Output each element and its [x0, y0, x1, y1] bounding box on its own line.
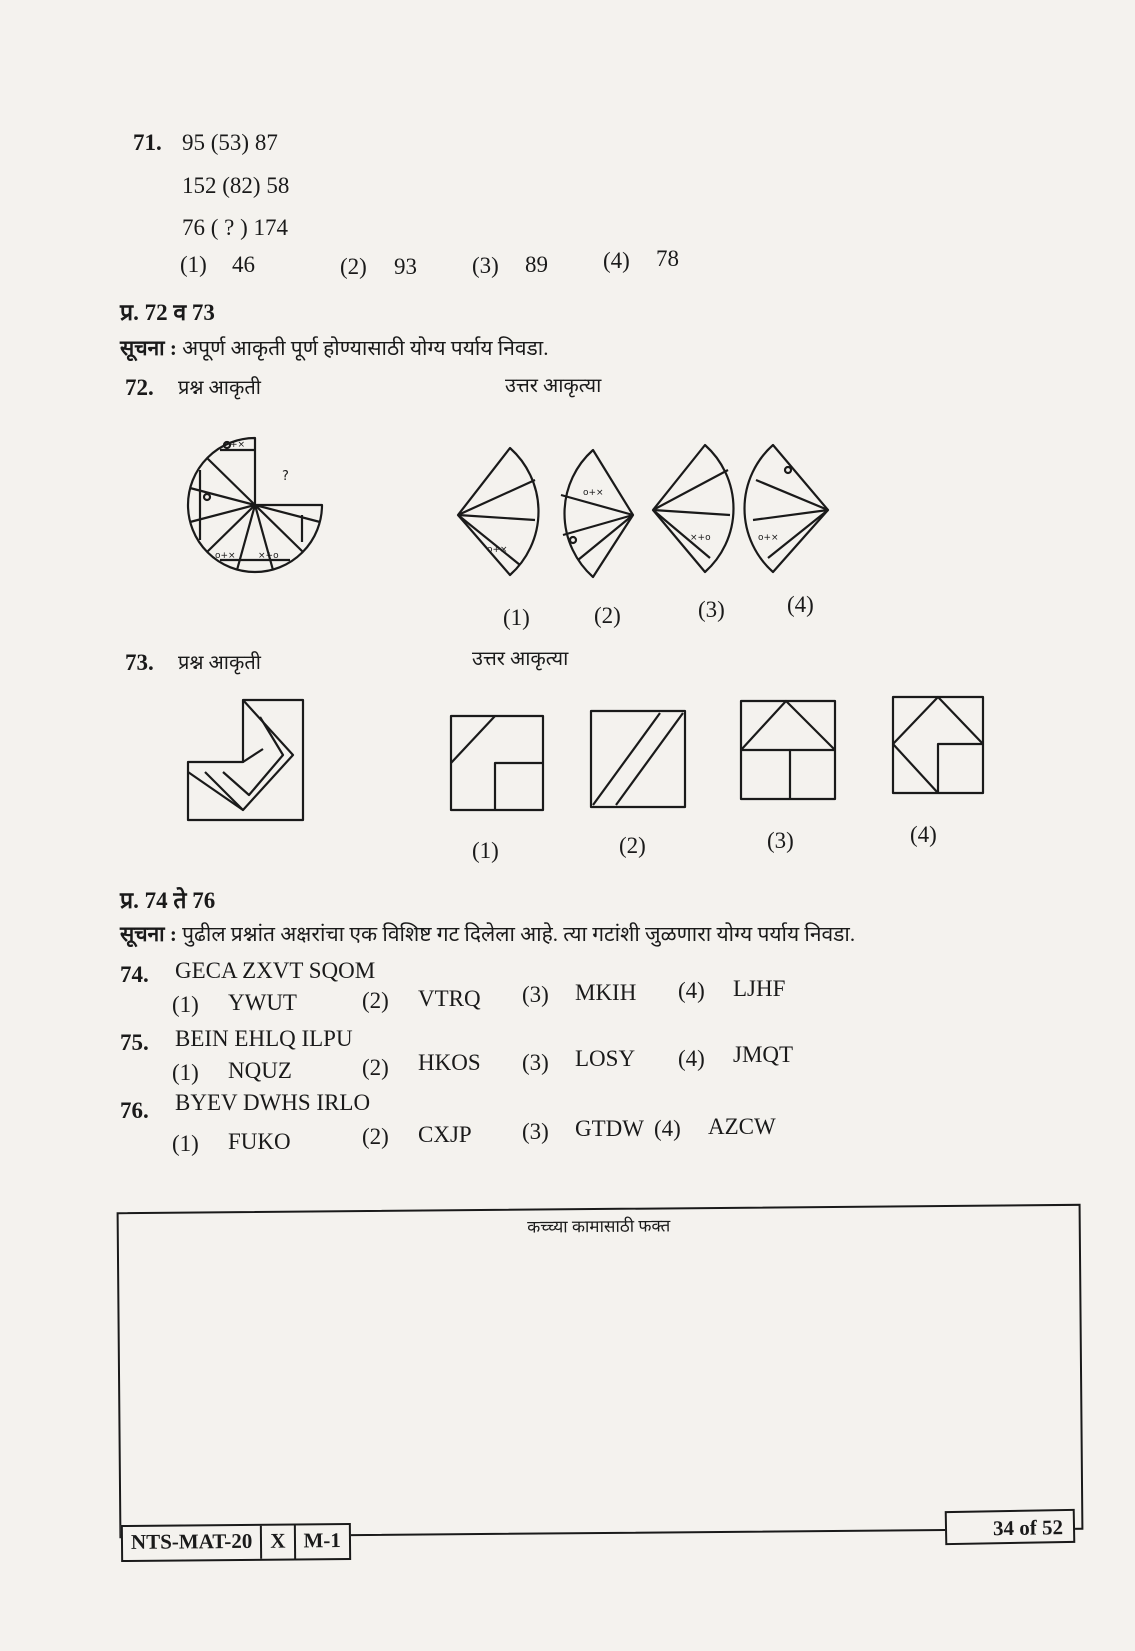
- section-heading: प्र. 74 ते 76: [120, 888, 216, 913]
- option-value[interactable]: NQUZ: [228, 1058, 292, 1083]
- instruction: [120, 334, 548, 362]
- sequence-line-2: 152 (82) 58: [182, 173, 290, 198]
- option-label: (1): [180, 252, 207, 277]
- option-label[interactable]: (2): [362, 988, 389, 1013]
- option-value[interactable]: MKIH: [575, 980, 637, 1005]
- answer-figures-label: उत्तर आकृत्या: [472, 648, 569, 670]
- option-value[interactable]: JMQT: [733, 1042, 794, 1067]
- q72-option-3-figure[interactable]: [650, 440, 740, 580]
- option-value[interactable]: YWUT: [228, 990, 297, 1015]
- question-number: 73.: [125, 650, 154, 675]
- option-value[interactable]: VTRQ: [418, 986, 481, 1011]
- question-number: 72.: [125, 375, 154, 400]
- svg-text:o+×: o+×: [215, 551, 236, 561]
- option-label[interactable]: (3): [522, 1050, 549, 1075]
- option-value[interactable]: LJHF: [733, 976, 786, 1001]
- option-label[interactable]: (2): [594, 603, 621, 628]
- option-label[interactable]: (2): [362, 1055, 389, 1080]
- option-label[interactable]: (4): [678, 1046, 705, 1071]
- letter-series: BEIN EHLQ ILPU: [175, 1026, 353, 1051]
- svg-text:+×: +×: [230, 440, 246, 450]
- option-label[interactable]: (1): [172, 992, 199, 1017]
- option-value: 46: [232, 252, 255, 277]
- q73-option-2-figure[interactable]: [588, 708, 688, 810]
- q73-question-figure: [185, 697, 310, 827]
- svg-text:o+×: o+×: [758, 533, 779, 543]
- option-label[interactable]: (3): [767, 828, 794, 853]
- option-value[interactable]: LOSY: [575, 1046, 636, 1071]
- q72-question-figure: [180, 430, 330, 580]
- question-number: 71.: [133, 130, 162, 155]
- option-label[interactable]: (4): [654, 1116, 681, 1141]
- question-number: 76.: [120, 1098, 149, 1123]
- svg-text:o+×: o+×: [487, 545, 508, 555]
- answer-figures-label: उत्तर आकृत्या: [505, 375, 602, 397]
- option-label[interactable]: (3): [522, 982, 549, 1007]
- option-value[interactable]: HKOS: [418, 1050, 481, 1075]
- option-value[interactable]: CXJP: [418, 1122, 472, 1147]
- option-label[interactable]: (2): [619, 833, 646, 858]
- instruction-text: अपूर्ण आकृती पूर्ण होण्यासाठी योग्य पर्याय निवडा.: [182, 336, 549, 360]
- option-label: (2): [340, 254, 367, 279]
- option-label[interactable]: (1): [172, 1060, 199, 1085]
- svg-text:?: ?: [282, 469, 289, 484]
- rough-work-box: [117, 1204, 1084, 1538]
- q72-option-1-figure[interactable]: [455, 440, 545, 580]
- question-figure-label: प्रश्न आकृती: [178, 377, 261, 399]
- option-value[interactable]: FUKO: [228, 1129, 291, 1154]
- svg-text:×+o: ×+o: [258, 551, 279, 561]
- option-label[interactable]: (3): [522, 1119, 549, 1144]
- instruction-label: सूचना :: [120, 922, 177, 946]
- instruction-text: पुढील प्रश्नांत अक्षरांचा एक विशिष्ट गट दिलेला आहे. त्या गटांशी जुळणारा योग्य पर्याय निवडा.: [182, 922, 856, 946]
- option-label[interactable]: (1): [503, 605, 530, 630]
- section-heading: प्र. 72 व 73: [120, 300, 215, 325]
- svg-text:×+o: ×+o: [690, 533, 711, 543]
- option-value[interactable]: GTDW: [575, 1116, 644, 1141]
- sequence-line-3: 76 ( ? ) 174: [182, 215, 289, 240]
- svg-text:o+×: o+×: [583, 488, 604, 498]
- page-number: 34 of 52: [945, 1509, 1076, 1545]
- option-label[interactable]: (2): [362, 1124, 389, 1149]
- question-number: 75.: [120, 1030, 149, 1055]
- option-value: 93: [394, 254, 417, 279]
- rough-work-label: कच्च्या कामासाठी फक्त: [527, 1216, 671, 1237]
- sequence-line-1: 95 (53) 87: [182, 130, 278, 155]
- option-label[interactable]: (3): [698, 597, 725, 622]
- instruction-label: सूचना :: [120, 336, 177, 360]
- letter-series: BYEV DWHS IRLO: [175, 1090, 371, 1115]
- option-label[interactable]: (4): [678, 978, 705, 1003]
- medium: M-1: [303, 1528, 341, 1553]
- question-figure-label: प्रश्न आकृती: [178, 652, 261, 674]
- instruction: [120, 920, 855, 948]
- option-label: (4): [603, 248, 630, 273]
- option-value: 89: [525, 252, 548, 277]
- option-value[interactable]: AZCW: [708, 1114, 776, 1139]
- letter-series: GECA ZXVT SQOM: [175, 958, 376, 983]
- paper-code-box: [121, 1523, 351, 1562]
- option-label[interactable]: (4): [787, 592, 814, 617]
- q73-option-4-figure[interactable]: [890, 694, 986, 796]
- question-number: 74.: [120, 962, 149, 987]
- option-label[interactable]: (1): [472, 838, 499, 863]
- option-label[interactable]: (1): [172, 1131, 199, 1156]
- q73-option-1-figure[interactable]: [448, 713, 546, 813]
- paper-code: NTS-MAT-20: [123, 1526, 263, 1560]
- option-label[interactable]: (4): [910, 822, 937, 847]
- q72-option-4-figure[interactable]: [748, 440, 833, 580]
- q73-option-3-figure[interactable]: [738, 698, 838, 802]
- q72-option-2-figure[interactable]: [553, 445, 638, 580]
- option-label: (3): [472, 253, 499, 278]
- option-value: 78: [656, 246, 679, 271]
- standard: X: [262, 1525, 295, 1558]
